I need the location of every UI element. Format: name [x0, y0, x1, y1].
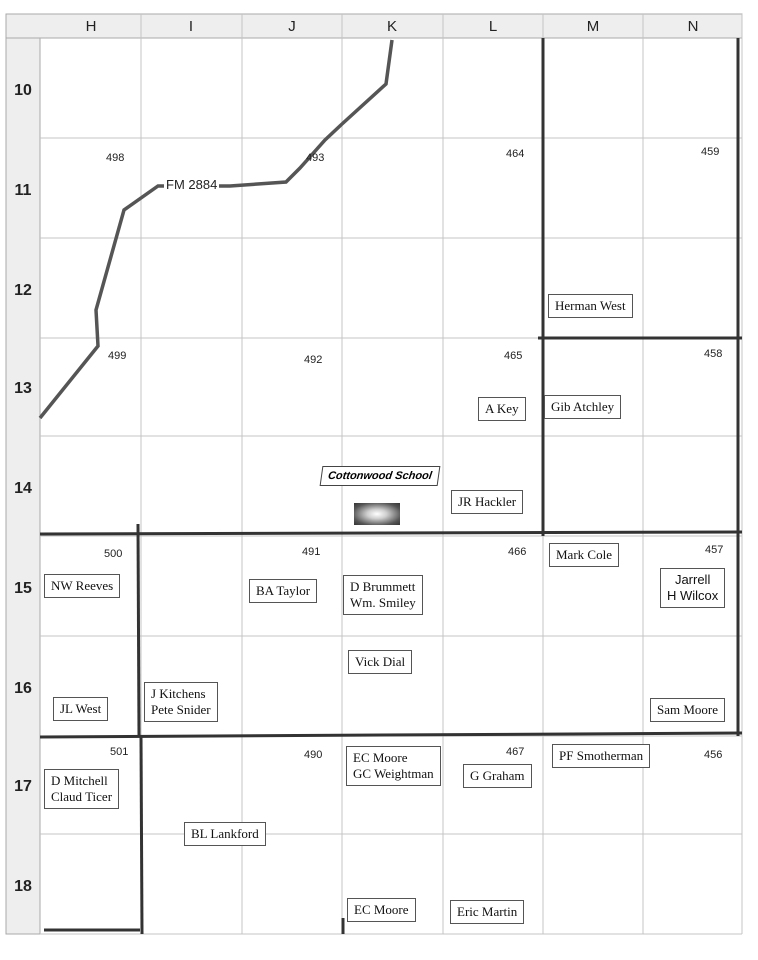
- row-header: 13: [14, 380, 32, 397]
- column-header: M: [586, 18, 600, 35]
- owner-label: [544, 395, 621, 419]
- owner-label: [549, 543, 619, 567]
- owner-label: [552, 744, 650, 768]
- row-header: 14: [14, 480, 32, 497]
- column-header: K: [386, 18, 397, 35]
- owner-name-line: Jarrell: [674, 572, 711, 587]
- owner-label: [660, 568, 725, 608]
- row-header: 12: [14, 282, 32, 299]
- owner-label: [348, 650, 412, 674]
- row-header: 16: [14, 680, 32, 697]
- owner-label: [451, 490, 523, 514]
- column-header: N: [687, 18, 699, 35]
- owner-name-line: Vick Dial: [355, 654, 406, 669]
- owner-name-line: Gib Atchley: [551, 399, 615, 414]
- section-number: 490: [304, 749, 323, 761]
- owner-label: [463, 764, 532, 788]
- owner-name-line: EC Moore: [354, 902, 409, 917]
- owner-name-line: G Graham: [470, 768, 525, 783]
- owner-name-line: EC Moore: [353, 750, 408, 765]
- owner-name-line: D Mitchell: [51, 773, 108, 788]
- owner-label: [184, 822, 266, 846]
- column-header: J: [288, 18, 296, 35]
- section-number: 498: [106, 152, 125, 164]
- owner-name-line: H Wilcox: [667, 588, 719, 603]
- owner-label: [249, 579, 317, 603]
- owner-name-line: JR Hackler: [458, 494, 517, 509]
- owner-label: [347, 898, 416, 922]
- owner-name-line: BA Taylor: [256, 583, 311, 598]
- section-number: 458: [704, 348, 723, 360]
- owner-name-line: A Key: [485, 401, 519, 416]
- owner-label: [53, 697, 108, 721]
- column-header: H: [85, 18, 97, 35]
- road-label: FM 2884: [166, 177, 218, 192]
- owner-name-line: Eric Martin: [457, 904, 518, 919]
- owner-name-line: Wm. Smiley: [350, 595, 416, 610]
- owner-label: [478, 397, 526, 421]
- section-number: 492: [304, 354, 323, 366]
- school-label: Cottonwood School: [320, 466, 441, 486]
- owner-name-line: GC Weightman: [353, 766, 434, 781]
- owner-label: [44, 574, 120, 598]
- section-number: 457: [705, 544, 724, 556]
- section-number: 456: [704, 749, 723, 761]
- section-number: 500: [104, 548, 123, 560]
- row-header: 15: [14, 580, 32, 597]
- section-number: 501: [110, 746, 129, 758]
- section-number: 491: [302, 546, 321, 558]
- section-number: 467: [506, 746, 525, 758]
- fm-2884-road: [40, 40, 392, 418]
- owner-label: [343, 575, 423, 615]
- owner-label: [548, 294, 633, 318]
- owner-name-line: J Kitchens: [151, 686, 206, 701]
- owner-name-line: Herman West: [555, 298, 626, 313]
- owner-label: [650, 698, 725, 722]
- section-number: 464: [506, 148, 525, 160]
- column-header: I: [188, 18, 194, 35]
- section-number: 459: [701, 146, 720, 158]
- owner-name-line: NW Reeves: [51, 578, 114, 593]
- owner-label: [346, 746, 441, 786]
- owner-name-line: Claud Ticer: [51, 789, 113, 804]
- column-header: L: [488, 18, 498, 35]
- section-number: 499: [108, 350, 127, 362]
- owner-label: [450, 900, 524, 924]
- row-header: 11: [14, 182, 32, 199]
- section-number: 465: [504, 350, 523, 362]
- row-header: 18: [14, 878, 32, 895]
- owner-label: [144, 682, 218, 722]
- owner-name-line: Pete Snider: [151, 702, 211, 717]
- owner-label: [44, 769, 119, 809]
- owner-name-line: BL Lankford: [191, 826, 259, 841]
- owner-name-line: D Brummett: [350, 579, 416, 594]
- property-boundaries: [40, 38, 742, 934]
- school-icon: [354, 503, 400, 525]
- owner-name-line: PF Smotherman: [559, 748, 644, 763]
- section-number: 466: [508, 546, 527, 558]
- owner-name-line: Sam Moore: [657, 702, 719, 717]
- owner-name-line: JL West: [60, 701, 102, 716]
- section-number: 493: [306, 152, 325, 164]
- row-header: 10: [14, 82, 32, 99]
- row-header: 17: [14, 778, 32, 795]
- owner-name-line: Mark Cole: [556, 547, 612, 562]
